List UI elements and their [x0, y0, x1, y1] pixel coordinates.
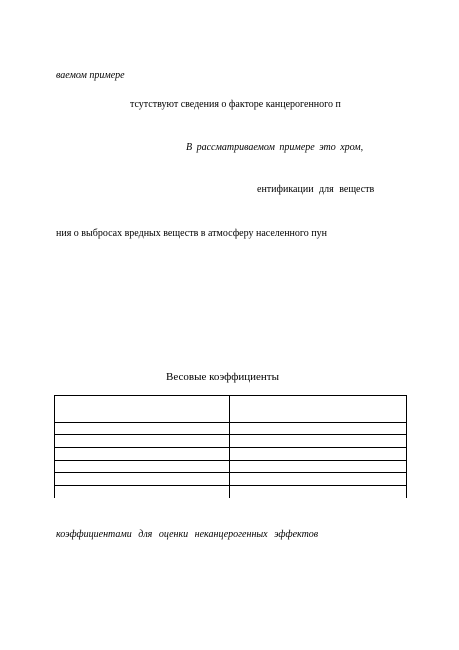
table-cell: [55, 422, 230, 435]
table-row: [55, 473, 407, 486]
table-cell: [55, 448, 230, 461]
table-cell: [230, 422, 407, 435]
table-row: [55, 422, 407, 435]
table-cell: [230, 448, 407, 461]
table-cell: [230, 435, 407, 448]
table-cell: [55, 435, 230, 448]
table-cell: [55, 486, 230, 498]
table-row: [55, 460, 407, 473]
table-cell: [55, 460, 230, 473]
text-line-3: В рассматриваемом примере это хром,: [186, 142, 364, 153]
table-row: [55, 448, 407, 461]
text-line-5: ния о выбросах вредных веществ в атмосферу населенного пун: [56, 228, 327, 239]
text-line-bottom: коэффициентами для оценки неканцерогенных эффектов: [56, 529, 319, 540]
table-header-row: [55, 396, 407, 423]
text-line-2: тсутствуют сведения о факторе канцерогенного п: [130, 99, 341, 110]
table-cell: [55, 396, 230, 423]
table-caption: Весовые коэффициенты: [166, 371, 279, 383]
table-cell: [230, 460, 407, 473]
table-cell: [230, 486, 407, 498]
table-cell: [230, 473, 407, 486]
text-line-1: ваемом примере: [56, 70, 125, 81]
table-cell: [230, 396, 407, 423]
table-row: [55, 486, 407, 498]
table-row: [55, 435, 407, 448]
text-line-4: ентификации для веществ: [257, 184, 375, 195]
weights-table: [54, 395, 407, 498]
table-cell: [55, 473, 230, 486]
